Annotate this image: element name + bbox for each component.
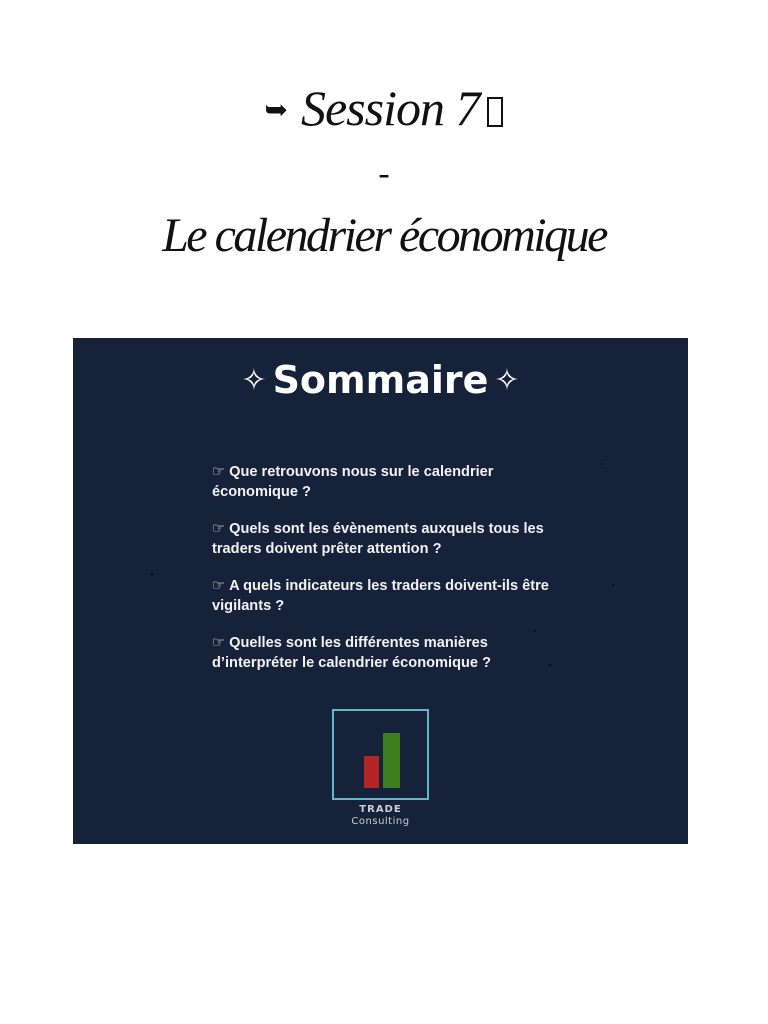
missing-glyph-icon (487, 97, 503, 127)
summary-item (212, 462, 572, 502)
slide-heading-text: Sommaire (272, 358, 489, 402)
document-subtitle: Le calendrier économique (162, 209, 606, 262)
logo-bar-red (364, 756, 379, 788)
pointing-hand-icon: ☞ (212, 578, 226, 594)
pointing-hand-icon: ☞ (212, 635, 226, 651)
summary-item (212, 519, 572, 559)
trade-consulting-logo (332, 709, 429, 800)
logo-bar-green (383, 733, 400, 788)
speck-dot (601, 463, 603, 465)
title-separator: - (378, 155, 390, 192)
speck-dot (151, 573, 153, 575)
summary-item (212, 576, 572, 616)
sparkle-icon: ✧ (241, 363, 267, 398)
session-title (0, 78, 768, 141)
summary-item-text: Quelles sont les différentes manières d’interpréter le calendrier économique ? (212, 635, 491, 671)
pointing-hand-icon: ☞ (212, 521, 226, 537)
summary-item (212, 633, 572, 673)
sparkle-icon: ✧ (494, 363, 520, 398)
pointing-hand-icon: ☞ (212, 464, 226, 480)
summary-item-text: Que retrouvons nous sur le calendrier économique ? (212, 464, 494, 500)
slide-heading (73, 352, 688, 409)
session-title-text: Session 7 (300, 80, 480, 136)
summary-item-text: A quels indicateurs les traders doivent-ils être vigilants ? (212, 578, 549, 614)
logo-text-trade: TRADE (359, 804, 402, 815)
summary-list (212, 462, 572, 690)
speck-dot (549, 664, 551, 666)
speck-dot (534, 630, 536, 632)
speck-dot (612, 584, 614, 586)
logo-text (303, 804, 458, 828)
summary-slide (73, 338, 688, 844)
arrow-icon: ➥ (264, 95, 287, 126)
logo-text-consulting: Consulting (351, 816, 410, 827)
summary-item-text: Quels sont les évènements auxquels tous les traders doivent prêter attention ? (212, 521, 544, 557)
